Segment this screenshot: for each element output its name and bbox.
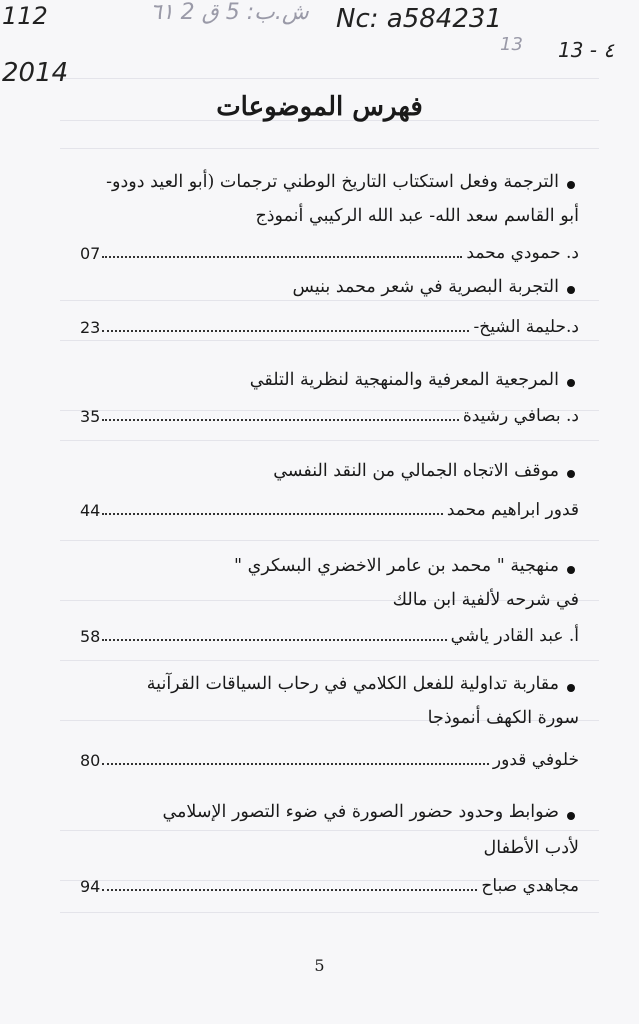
entry-title-line: الترجمة وفعل استكتاب التاريخ الوطني ترجمات (أبو العيد دودو- bbox=[106, 172, 559, 192]
margin-number: 112 bbox=[2, 2, 48, 30]
bleed-line bbox=[60, 660, 599, 661]
corner-mark: 13 - ٤ bbox=[558, 38, 615, 62]
entry-page: 58 bbox=[80, 627, 101, 646]
entry-author: د. حمودي محمد bbox=[466, 243, 579, 263]
entry-author-row bbox=[80, 622, 579, 646]
entry-author-row bbox=[80, 872, 579, 896]
bullet-icon bbox=[567, 286, 575, 294]
entry-title-line: ضوابط وحدود حضور الصورة في ضوء التصور الإسلامي bbox=[162, 802, 559, 822]
bullet-icon bbox=[567, 812, 575, 820]
bleed-line bbox=[60, 830, 599, 831]
faint-top-note: ش.ب: 5 ق 2 ٦١ bbox=[150, 0, 309, 25]
bleed-line bbox=[60, 912, 599, 913]
page-title: فهرس الموضوعات bbox=[216, 92, 423, 122]
entry-author-row bbox=[80, 402, 579, 426]
faint-corner-note: 13 bbox=[500, 34, 523, 55]
entry-author: قدور ابراهيم محمد bbox=[446, 500, 579, 520]
bleed-line bbox=[60, 540, 599, 541]
dot-leader bbox=[102, 329, 469, 332]
bleed-line bbox=[60, 78, 599, 79]
entry-page: 35 bbox=[80, 407, 101, 426]
entry-author-row bbox=[80, 496, 579, 520]
entry-page: 07 bbox=[80, 244, 101, 263]
entry-author: خلوفي قدور bbox=[492, 750, 579, 770]
entry-title-line: مقاربة تداولية للفعل الكلامي في رحاب السياقات القرآنية bbox=[146, 674, 559, 694]
bullet-icon bbox=[567, 181, 575, 189]
dot-leader bbox=[102, 255, 462, 258]
dot-leader bbox=[102, 512, 443, 515]
bleed-line bbox=[60, 300, 599, 301]
entry-title-line: التجربة البصرية في شعر محمد بنيس bbox=[292, 277, 559, 297]
entry-title-line: سورة الكهف أنموذجا bbox=[427, 708, 579, 728]
entry-title-line: منهجية " محمد بن عامر الاخضري البسكري " bbox=[234, 556, 559, 576]
entry-title-line: أبو القاسم سعد الله- عبد الله الركيبي أنموذج bbox=[255, 206, 579, 226]
dot-leader bbox=[102, 638, 446, 641]
entry-author-row bbox=[80, 239, 579, 263]
entry-page: 94 bbox=[80, 877, 101, 896]
dot-leader bbox=[102, 418, 458, 421]
reference-number: Nc: a584231 bbox=[336, 4, 502, 34]
bleed-line bbox=[60, 340, 599, 341]
bullet-icon bbox=[567, 684, 575, 692]
entry-title-line: لأدب الأطفال bbox=[483, 838, 579, 858]
year-annotation: 2014 bbox=[2, 58, 69, 88]
dot-leader bbox=[102, 888, 477, 891]
entry-title-line: في شرحه لألفية ابن مالك bbox=[392, 590, 579, 610]
entry-page: 44 bbox=[80, 501, 101, 520]
bleed-line bbox=[60, 148, 599, 149]
entry-author: مجاهدي صباح bbox=[481, 876, 579, 896]
entry-author-row bbox=[80, 746, 579, 770]
dot-leader bbox=[102, 762, 489, 765]
entry-title-line: المرجعية المعرفية والمنهجية لنظرية التلقي bbox=[249, 370, 559, 390]
bullet-icon bbox=[567, 470, 575, 478]
bullet-icon bbox=[567, 379, 575, 387]
bleed-line bbox=[60, 440, 599, 441]
entry-author-row bbox=[80, 313, 579, 337]
entry-title-line: موقف الاتجاه الجمالي من النقد النفسي bbox=[273, 461, 559, 481]
page-number: 5 bbox=[314, 956, 325, 975]
bullet-icon bbox=[567, 566, 575, 574]
entry-author: د. بصافي رشيدة bbox=[462, 406, 579, 426]
entry-author: د.حليمة الشيخ- bbox=[473, 317, 579, 337]
entry-author: أ. عبد القادر ياشي bbox=[450, 626, 579, 646]
entry-page: 80 bbox=[80, 751, 101, 770]
entry-page: 23 bbox=[80, 318, 101, 337]
